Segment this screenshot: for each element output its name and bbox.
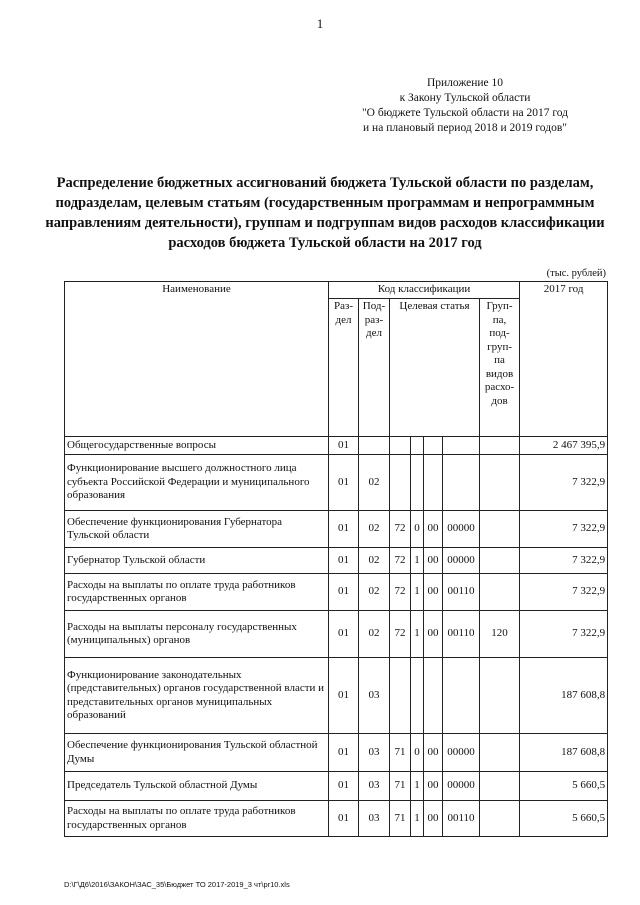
- table-row: [65, 455, 608, 511]
- page-number: 1: [316, 16, 324, 31]
- row-expense-group: [480, 801, 520, 837]
- row-target-subprogram: [411, 437, 424, 455]
- row-name: Расходы на выплаты персоналу государственных (муниципальных) органов: [65, 611, 329, 658]
- row-target-subprogram: 1: [411, 574, 424, 611]
- row-expense-group: [480, 574, 520, 611]
- row-target-direction: 00000: [443, 772, 480, 801]
- header-subsection-line: раз-: [364, 313, 384, 326]
- header-group-line: па: [494, 354, 505, 366]
- file-path-footer: D:\Г\Д6\2016\ЗАКОН\ЗАС_35\Бюджет ТО 2017-2019_3 чт\pr10.xls: [64, 880, 290, 889]
- row-amount: 5 660,5: [520, 801, 608, 837]
- table-row: [65, 511, 608, 548]
- row-subsection: 02: [359, 574, 390, 611]
- row-amount: 187 608,8: [520, 658, 608, 734]
- row-subsection: 02: [359, 455, 390, 511]
- header-group-line: Груп-: [486, 300, 513, 312]
- units-label: (тыс. рублей): [546, 268, 606, 279]
- row-section: 01: [329, 548, 359, 574]
- row-target-event: 00: [424, 734, 443, 772]
- header-year: 2017 год: [520, 282, 608, 437]
- table-row: [65, 548, 608, 574]
- row-name: Общегосударственные вопросы: [65, 437, 329, 455]
- header-group-line: расхо-: [484, 381, 515, 393]
- row-target-direction: [443, 658, 480, 734]
- row-target-subprogram: [411, 455, 424, 511]
- row-target-direction: 00110: [443, 574, 480, 611]
- row-section: 01: [329, 511, 359, 548]
- row-subsection: [359, 437, 390, 455]
- row-section: 01: [329, 437, 359, 455]
- row-target-subprogram: 0: [411, 511, 424, 548]
- header-group-line: дов: [491, 394, 508, 407]
- table-row: [65, 437, 608, 455]
- row-target-direction: 00000: [443, 548, 480, 574]
- row-target-program: 71: [390, 772, 411, 801]
- row-target-program: [390, 455, 411, 511]
- row-target-subprogram: [411, 658, 424, 734]
- row-section: 01: [329, 455, 359, 511]
- table-row: [65, 772, 608, 801]
- row-target-subprogram: 1: [411, 801, 424, 837]
- header-group-line: груп-: [487, 340, 512, 353]
- row-amount: 7 322,9: [520, 511, 608, 548]
- row-subsection: 02: [359, 548, 390, 574]
- row-section: 01: [329, 611, 359, 658]
- row-target-direction: 00000: [443, 734, 480, 772]
- budget-table: [64, 281, 608, 837]
- row-target-event: 00: [424, 772, 443, 801]
- row-target-event: [424, 437, 443, 455]
- row-name: Председатель Тульской областной Думы: [65, 772, 329, 801]
- row-name: Губернатор Тульской области: [65, 548, 329, 574]
- row-name: Функционирование высшего должностного лица субъекта Российской Федерации и муниципального образования: [65, 455, 329, 511]
- row-expense-group: [480, 548, 520, 574]
- header-group: [480, 299, 520, 437]
- row-target-event: [424, 455, 443, 511]
- appendix-line: к Закону Тульской области: [399, 92, 531, 104]
- appendix-line: "О бюджете Тульской области на 2017 год: [361, 107, 569, 119]
- row-target-subprogram: 0: [411, 734, 424, 772]
- row-amount: 7 322,9: [520, 574, 608, 611]
- row-target-direction: [443, 437, 480, 455]
- header-name: Наименование: [65, 282, 329, 437]
- row-expense-group: [480, 734, 520, 772]
- header-code: Код классификации: [329, 282, 520, 299]
- row-expense-group: [480, 437, 520, 455]
- row-section: 01: [329, 772, 359, 801]
- row-subsection: 02: [359, 611, 390, 658]
- appendix-line: и на плановый период 2018 и 2019 годов": [363, 122, 567, 134]
- row-target-direction: [443, 455, 480, 511]
- row-target-program: 72: [390, 548, 411, 574]
- row-expense-group: [480, 658, 520, 734]
- row-name: Расходы на выплаты по оплате труда работников государственных органов: [65, 801, 329, 837]
- table-row: [65, 801, 608, 837]
- header-group-line: па,: [492, 313, 507, 326]
- row-target-direction: 00000: [443, 511, 480, 548]
- table-row: [65, 611, 608, 658]
- header-subsection: [359, 299, 390, 437]
- header-subsection-line: дел: [366, 327, 382, 339]
- row-amount: 2 467 395,9: [520, 437, 608, 455]
- row-section: 01: [329, 658, 359, 734]
- row-target-program: [390, 658, 411, 734]
- row-target-event: 00: [424, 574, 443, 611]
- row-target-event: [424, 658, 443, 734]
- row-name: Обеспечение функционирования Тульской областной Думы: [65, 734, 329, 772]
- row-target-subprogram: 1: [411, 611, 424, 658]
- row-target-event: 00: [424, 511, 443, 548]
- row-target-subprogram: 1: [411, 548, 424, 574]
- row-section: 01: [329, 734, 359, 772]
- row-target-program: 72: [390, 511, 411, 548]
- row-target-program: 72: [390, 574, 411, 611]
- row-target-subprogram: 1: [411, 772, 424, 801]
- row-section: 01: [329, 801, 359, 837]
- document-title: Распределение бюджетных ассигнований бюджета Тульской области по разделам, подразделам, целевым статьям (государственным программам и непрограммным направлениям деятельности), группам и подгруппам видов расходов классификации расходов бюджета Тульской области на 2017 год: [45, 175, 605, 251]
- row-expense-group: [480, 455, 520, 511]
- header-section-line: Раз-: [333, 300, 353, 312]
- row-target-program: 71: [390, 801, 411, 837]
- row-amount: 7 322,9: [520, 455, 608, 511]
- row-name: Расходы на выплаты по оплате труда работников государственных органов: [65, 574, 329, 611]
- row-target-direction: 00110: [443, 611, 480, 658]
- row-amount: 5 660,5: [520, 772, 608, 801]
- header-group-line: видов: [485, 367, 514, 380]
- header-target: Целевая статья: [390, 299, 480, 437]
- row-target-event: 00: [424, 548, 443, 574]
- row-subsection: 03: [359, 772, 390, 801]
- row-expense-group: 120: [480, 611, 520, 658]
- row-subsection: 03: [359, 734, 390, 772]
- row-target-program: 72: [390, 611, 411, 658]
- row-target-event: 00: [424, 611, 443, 658]
- row-name: Обеспечение функционирования Губернатора Тульской области: [65, 511, 329, 548]
- row-target-event: 00: [424, 801, 443, 837]
- appendix-note: [330, 76, 600, 136]
- row-target-program: [390, 437, 411, 455]
- row-subsection: 02: [359, 511, 390, 548]
- row-target-program: 71: [390, 734, 411, 772]
- header-subsection-line: Под-: [362, 300, 386, 312]
- row-amount: 7 322,9: [520, 548, 608, 574]
- row-name: Функционирование законодательных (представительных) органов государственной власти и представительных органов муниципальных образований: [65, 658, 329, 734]
- row-subsection: 03: [359, 801, 390, 837]
- header-group-line: под-: [489, 327, 510, 339]
- table-row: [65, 574, 608, 611]
- row-amount: 7 322,9: [520, 611, 608, 658]
- row-amount: 187 608,8: [520, 734, 608, 772]
- row-target-direction: 00110: [443, 801, 480, 837]
- table-row: [65, 658, 608, 734]
- header-section-line: дел: [335, 313, 352, 326]
- appendix-line: Приложение 10: [426, 77, 504, 89]
- row-expense-group: [480, 772, 520, 801]
- row-section: 01: [329, 574, 359, 611]
- row-subsection: 03: [359, 658, 390, 734]
- row-expense-group: [480, 511, 520, 548]
- header-section: [329, 299, 359, 437]
- table-row: [65, 734, 608, 772]
